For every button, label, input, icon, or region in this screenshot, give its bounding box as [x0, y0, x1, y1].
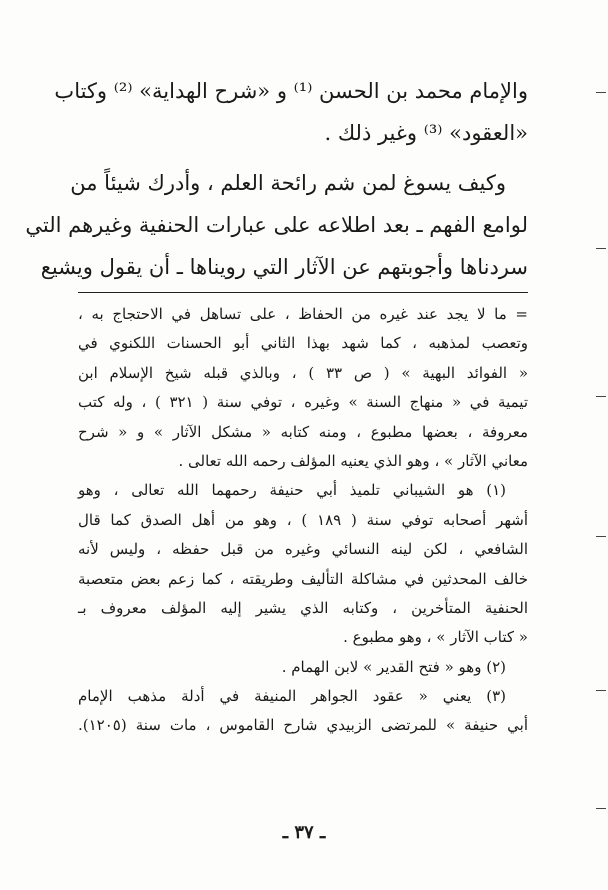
footnote-2-line: (٢) وهو « فتح القدير » لابن الهمام . [281, 657, 506, 676]
footnote-1-line: (١) هو الشيباني تلميذ أبي حنيفة رحمهما الله تعالى ، وهو [78, 481, 506, 500]
main-text-line: «العقود» ⁽³⁾ وغير ذلك . [324, 121, 528, 145]
edge-mark [596, 536, 606, 537]
footnote-separator [78, 292, 528, 293]
main-text-line: سردناها وأجوبتهم عن الآثار التي رويناها ـ أن يقول ويشيع [40, 255, 528, 279]
footnote-3-line: أبي حنيفة » للمرتضى الزبيدي شارح القاموس ، مات سنة (١٢٠٥). [78, 716, 528, 735]
footnote-1-line: خالف المحدثين في مشاكلة التأليف وطريقته ، كما زعم بعض متعصبة [78, 569, 528, 588]
footnote-line: = ما لا يجد عند غيره من الحفاظ ، على تساهل في الاحتجاج به ، [78, 305, 528, 323]
edge-mark [596, 396, 606, 397]
page-number: ـ ٣٧ ـ [282, 822, 326, 843]
footnote-line: معروفة ، بعضها مطبوع ، ومنه كتابه « مشكل الآثار » و « شرح [78, 422, 528, 441]
main-text-line: وكيف يسوغ لمن شم رائحة العلم ، وأدرك شيئاً من [70, 171, 506, 195]
footnotes-block [78, 300, 528, 741]
footnote-line: وتعصب لمذهبه ، كما شهد بهذا الثاني أبو الحسنات اللكنوي في [78, 334, 528, 353]
footnote-1-line: الحنفية المتأخرين ، وكتابه الذي يشير إليه المؤلف معروف بـ [78, 598, 528, 617]
edge-mark [596, 690, 606, 691]
main-text-block [25, 70, 528, 288]
edge-mark [596, 808, 606, 809]
footnote-line: معاني الآثار » ، وهو الذي يعنيه المؤلف رحمه الله تعالى . [178, 451, 528, 470]
footnote-1-line: الشافعي ، لكن لينه النسائي وغيره من قبل حفظه ، وليس لأنه [78, 540, 528, 559]
main-text-line: والإمام محمد بن الحسن ⁽¹⁾ و «شرح الهداية» ⁽²⁾ وكتاب [54, 79, 528, 103]
edge-mark [596, 92, 606, 93]
footnote-3-line: (٣) يعني « عقود الجواهر المنيفة في أدلة مذهب الإمام [78, 687, 506, 706]
footnote-1-line: أشهر أصحابه توفي سنة ( ١٨٩ ) ، وهو من أهل الصدق كما قال [78, 510, 528, 529]
footnote-line: « الفوائد البهية » ( ص ٣٣ ) ، وبالذي قبله شيخ الإسلام ابن [78, 363, 529, 382]
footnote-1-line: « كتاب الآثار » ، وهو مطبوع . [343, 628, 528, 647]
main-text-line: لوامع الفهم ـ بعد اطلاعه على عبارات الحنفية وغيرهم التي [25, 213, 528, 237]
edge-mark [596, 248, 606, 249]
footnote-line: تيمية في « منهاج السنة » وغيره ، توفي سنة ( ٣٢١ ) ، وله كتب [78, 393, 528, 412]
